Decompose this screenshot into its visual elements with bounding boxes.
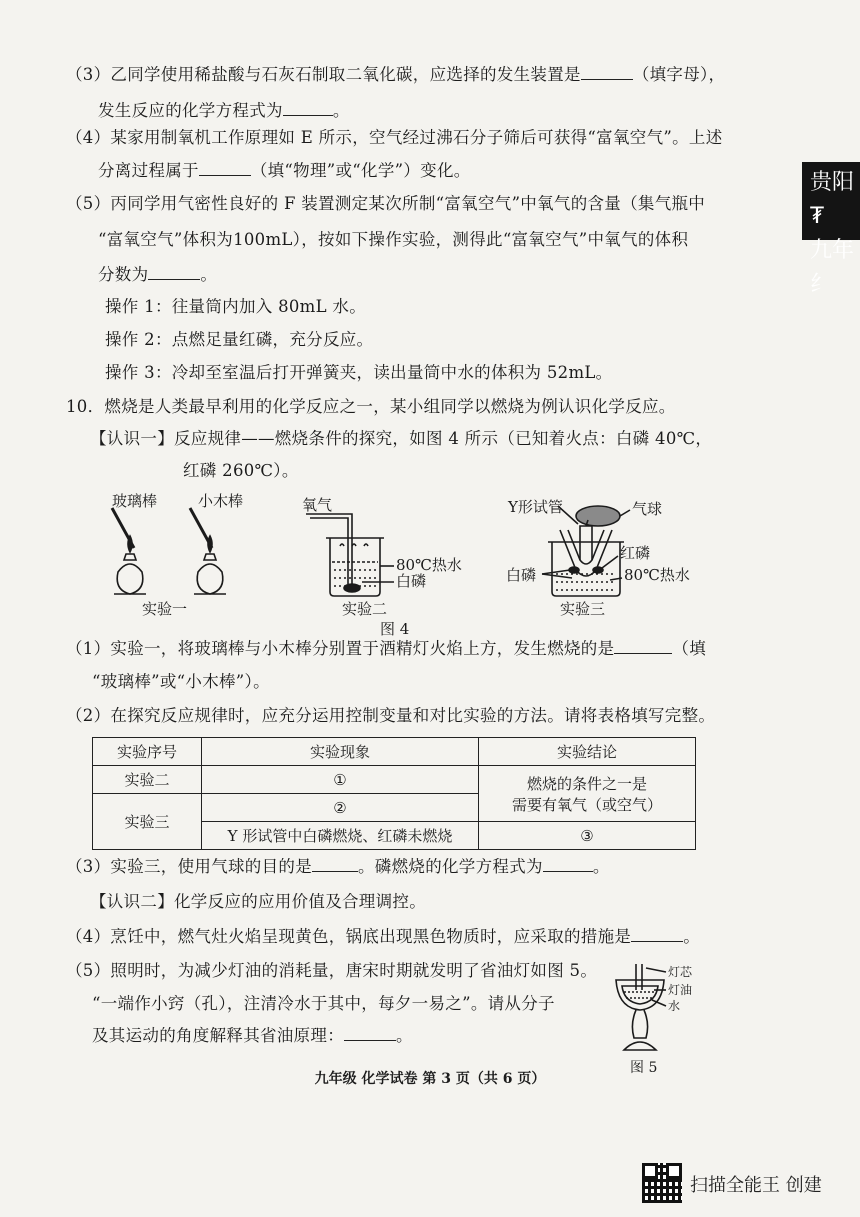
s1-line2: “玻璃棒”或“小木棒”）。 <box>92 672 270 691</box>
balloon-label: 气球 <box>632 500 663 518</box>
figure-5 <box>610 954 730 1074</box>
table-cell: 实验二 <box>93 766 202 794</box>
answer-blank[interactable] <box>344 1024 396 1041</box>
wick-label: 灯芯 <box>668 965 693 979</box>
hot-water-label-3: 80℃热水 <box>624 566 690 584</box>
answer-blank[interactable] <box>199 159 251 176</box>
table-cell[interactable]: ③ <box>479 822 696 850</box>
q10-intro: 10．燃烧是人类最早利用的化学反应之一，某小组同学以燃烧为例认识化学反应。 <box>66 397 676 416</box>
answer-blank[interactable] <box>543 855 593 872</box>
table-header-row <box>93 738 696 766</box>
hot-water-label: 80℃热水 <box>396 556 462 574</box>
lamp-oil-label: 灯油 <box>668 983 693 997</box>
recognition-one-line2: 红磷 260℃）。 <box>183 461 299 480</box>
q4-line2: 分离过程属于 （填“物理”或“化学”）变化。 <box>98 161 471 180</box>
s3-line1: （3）实验三，使用气球的目的是 。磷燃烧的化学方程式为 。 <box>66 857 610 876</box>
s5-line1: （5）照明时，为减少灯油的消耗量，唐宋时期就发明了省油灯如图 5。 <box>66 961 598 980</box>
figure-5-caption: 图 5 <box>630 1060 658 1076</box>
q5-line2: “富氧空气”体积为100mL），按如下操作实验，测得此“富氧空气”中氧气的体积 <box>98 230 689 249</box>
answer-blank[interactable] <box>631 925 683 942</box>
recognition-two: 【认识二】化学反应的应用价值及合理调控。 <box>90 892 426 911</box>
s2-line1: （2）在探究反应规律时，应充分运用控制变量和对比实验的方法。请将表格填写完整。 <box>66 706 716 725</box>
side-tab-line2: 九年纟 <box>810 238 855 297</box>
experiment-3-caption: 实验三 <box>560 600 606 618</box>
answer-blank[interactable] <box>312 855 358 872</box>
q3-line2: 发生反应的化学方程式为 。 <box>98 101 350 120</box>
qr-code-icon <box>642 1163 682 1203</box>
white-phosphorus-label: 白磷 <box>396 572 427 590</box>
table-header: 实验现象 <box>202 738 479 766</box>
table-cell[interactable]: ② <box>202 794 479 822</box>
operation-3: 操作 3：冷却至室温后打开弹簧夹，读出量筒中水的体积为 52mL。 <box>105 363 613 382</box>
table-cell: Y 形试管中白磷燃烧、红磷未燃烧 <box>202 822 479 850</box>
recognition-one-line1: 【认识一】反应规律——燃烧条件的探究，如图 4 所示（已知着火点：白磷 40℃， <box>90 429 713 448</box>
side-tab-line1: 贵阳₮ <box>810 170 855 229</box>
answer-blank[interactable] <box>283 99 333 116</box>
oxygen-label: 氧气 <box>302 496 333 514</box>
white-phosphorus-label-3: 白磷 <box>506 566 537 584</box>
q5-line3: 分数为 。 <box>98 265 218 284</box>
operation-1: 操作 1：往量筒内加入 80mL 水。 <box>105 297 367 316</box>
table-row <box>93 766 696 794</box>
s4-line1: （4）烹饪中，燃气灶火焰呈现黄色，锅底出现黑色物质时，应采取的措施是 。 <box>66 927 701 946</box>
water-label: 水 <box>668 999 681 1013</box>
answer-blank[interactable] <box>581 63 633 80</box>
scanner-watermark <box>642 1163 842 1203</box>
table-header: 实验序号 <box>93 738 202 766</box>
q3-line1: （3）乙同学使用稀盐酸与石灰石制取二氧化碳，应选择的发生装置是 （填字母）， <box>66 65 726 84</box>
red-phosphorus-label: 红磷 <box>620 544 651 562</box>
operation-2: 操作 2：点燃足量红磷，充分反应。 <box>105 330 374 349</box>
table-cell: 实验三 <box>93 794 202 850</box>
y-tube-label: Y形试管 <box>508 498 563 516</box>
table-header: 实验结论 <box>479 738 696 766</box>
wood-stick-label: 小木棒 <box>198 492 244 510</box>
q4-line1: （4）某家用制氧机工作原理如 E 所示，空气经过沸石分子筛后可获得“富氧空气”。上述 <box>66 128 723 147</box>
page-footer: 九年级 化学试卷 第 3 页（共 6 页） <box>314 1071 546 1087</box>
experiment-table <box>92 737 696 850</box>
s5-line3: 及其运动的角度解释其省油原理： 。 <box>92 1026 413 1045</box>
scanner-label: 扫描全能王 创建 <box>690 1175 822 1196</box>
table-cell: 燃烧的条件之一是 需要有氧气（或空气） <box>479 766 696 822</box>
answer-blank[interactable] <box>614 637 672 654</box>
glass-rod-label: 玻璃棒 <box>112 492 158 510</box>
q5-line1: （5）丙同学用气密性良好的 F 装置测定某次所制“富氧空气”中氧气的含量（集气瓶中 <box>66 194 706 213</box>
experiment-1-caption: 实验一 <box>142 600 188 618</box>
table-cell[interactable]: ① <box>202 766 479 794</box>
figure-4 <box>90 490 730 640</box>
s1-line1: （1）实验一，将玻璃棒与小木棒分别置于酒精灯火焰上方，发生燃烧的是 （填 <box>66 639 707 658</box>
s5-line2: “一端作小窍（孔），注清冷水于其中，每夕一易之”。请从分子 <box>92 994 555 1013</box>
side-tab <box>802 162 860 297</box>
answer-blank[interactable] <box>148 263 200 280</box>
figure-4-caption: 图 4 <box>380 620 410 638</box>
experiment-2-caption: 实验二 <box>342 600 388 618</box>
